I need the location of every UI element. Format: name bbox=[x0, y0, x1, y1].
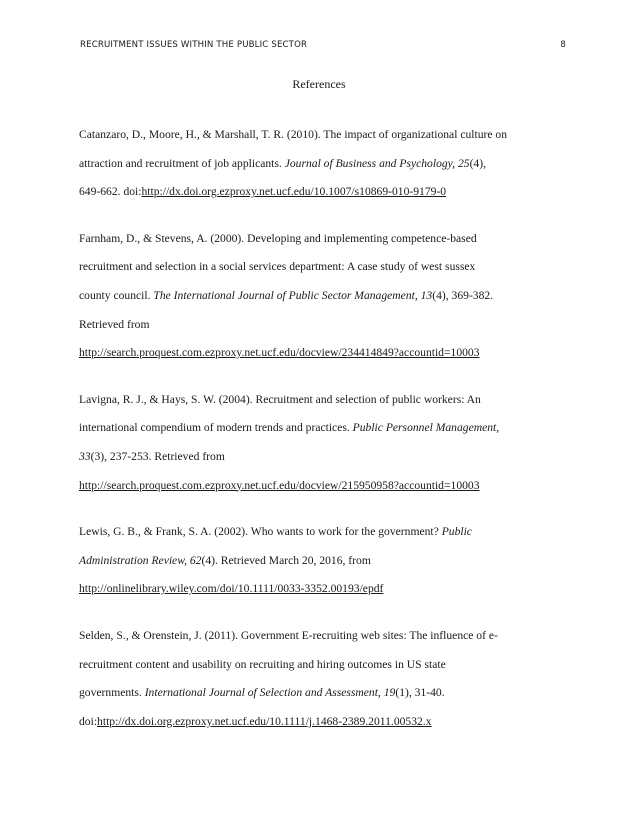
reference-text: doi: bbox=[79, 714, 98, 728]
reference-line bbox=[79, 386, 559, 415]
page-number: 8 bbox=[560, 40, 566, 50]
reference-italic-text: Public bbox=[441, 525, 472, 539]
reference-entry bbox=[79, 225, 559, 368]
reference-text: Retrieved from bbox=[79, 317, 150, 331]
running-header bbox=[80, 40, 566, 50]
reference-line bbox=[79, 282, 559, 311]
reference-line bbox=[79, 443, 559, 472]
reference-link[interactable]: http://search.proquest.com.ezproxy.net.ucf.edu/docview/234414849?accountid=10003 bbox=[79, 346, 480, 360]
reference-text: recruitment content and usability on recruiting and hiring outcomes in US state bbox=[79, 657, 446, 671]
reference-text: recruitment and selection in a social services department: A case study of west sussex bbox=[79, 260, 476, 274]
reference-italic-text: 33 bbox=[79, 449, 91, 463]
reference-list bbox=[79, 121, 559, 754]
reference-text: Catanzaro, D., Moore, H., & Marshall, T. R. (2010). The impact of organizational culture on bbox=[79, 128, 507, 141]
reference-entry bbox=[79, 622, 559, 736]
reference-text: (3), 237-253. Retrieved from bbox=[90, 449, 225, 463]
reference-line bbox=[79, 150, 559, 179]
reference-italic-text: The International Journal of Public Sector Management, 13 bbox=[153, 288, 433, 302]
reference-line bbox=[79, 311, 559, 340]
reference-text: (4). Retrieved March 20, 2016, from bbox=[201, 553, 371, 567]
reference-link[interactable]: http://dx.doi.org.ezproxy.net.ucf.edu/10.1007/s10869-010-9179-0 bbox=[141, 185, 447, 199]
reference-line bbox=[79, 178, 559, 207]
reference-text: international compendium of modern trends and practices. bbox=[79, 421, 353, 435]
reference-line bbox=[79, 253, 559, 282]
reference-entry bbox=[79, 121, 559, 207]
reference-link[interactable]: http://search.proquest.com.ezproxy.net.ucf.edu/docview/215950958?accountid=10003 bbox=[79, 478, 480, 492]
reference-italic-text: Administration Review, 62 bbox=[79, 553, 202, 567]
reference-text: attraction and recruitment of job applicants. bbox=[79, 156, 285, 170]
reference-entry bbox=[79, 386, 559, 500]
reference-italic-text: Public Personnel Management, bbox=[352, 421, 500, 435]
reference-text: Farnham, D., & Stevens, A. (2000). Developing and implementing competence-based bbox=[79, 231, 477, 245]
reference-text: (4), 369-382. bbox=[432, 288, 494, 302]
reference-line bbox=[79, 518, 559, 547]
reference-line bbox=[79, 472, 559, 501]
reference-entry bbox=[79, 518, 559, 604]
reference-line bbox=[79, 651, 559, 680]
reference-line bbox=[79, 225, 559, 254]
reference-line bbox=[79, 708, 559, 737]
reference-line bbox=[79, 414, 559, 443]
reference-italic-text: International Journal of Selection and Assessment, 19 bbox=[144, 686, 396, 700]
reference-line bbox=[79, 679, 559, 708]
reference-line bbox=[79, 547, 559, 576]
reference-text: county council. bbox=[79, 288, 154, 302]
reference-line bbox=[79, 121, 559, 150]
reference-text: Lavigna, R. J., & Hays, S. W. (2004). Recruitment and selection of public workers: An bbox=[79, 392, 481, 406]
section-title: References bbox=[292, 77, 346, 91]
reference-text: 649-662. doi: bbox=[79, 185, 142, 199]
reference-text: governments. bbox=[79, 686, 145, 700]
reference-text: (1), 31-40. bbox=[395, 686, 445, 700]
reference-text: Selden, S., & Orenstein, J. (2011). Government E-recruiting web sites: The influence of e- bbox=[79, 628, 498, 642]
reference-text: (4), bbox=[469, 156, 486, 170]
reference-italic-text: Journal of Business and Psychology, 25 bbox=[284, 156, 470, 170]
reference-text: Lewis, G. B., & Frank, S. A. (2002). Who wants to work for the government? bbox=[79, 525, 442, 539]
reference-link[interactable]: http://dx.doi.org.ezproxy.net.ucf.edu/10.1111/j.1468-2389.2011.00532.x bbox=[97, 714, 432, 728]
reference-line bbox=[79, 339, 559, 368]
reference-link[interactable]: http://onlinelibrary.wiley.com/doi/10.1111/0033-3352.00193/epdf bbox=[79, 582, 384, 596]
running-title: RECRUITMENT ISSUES WITHIN THE PUBLIC SECTOR bbox=[80, 40, 308, 50]
reference-line bbox=[79, 622, 559, 651]
reference-line bbox=[79, 575, 559, 604]
